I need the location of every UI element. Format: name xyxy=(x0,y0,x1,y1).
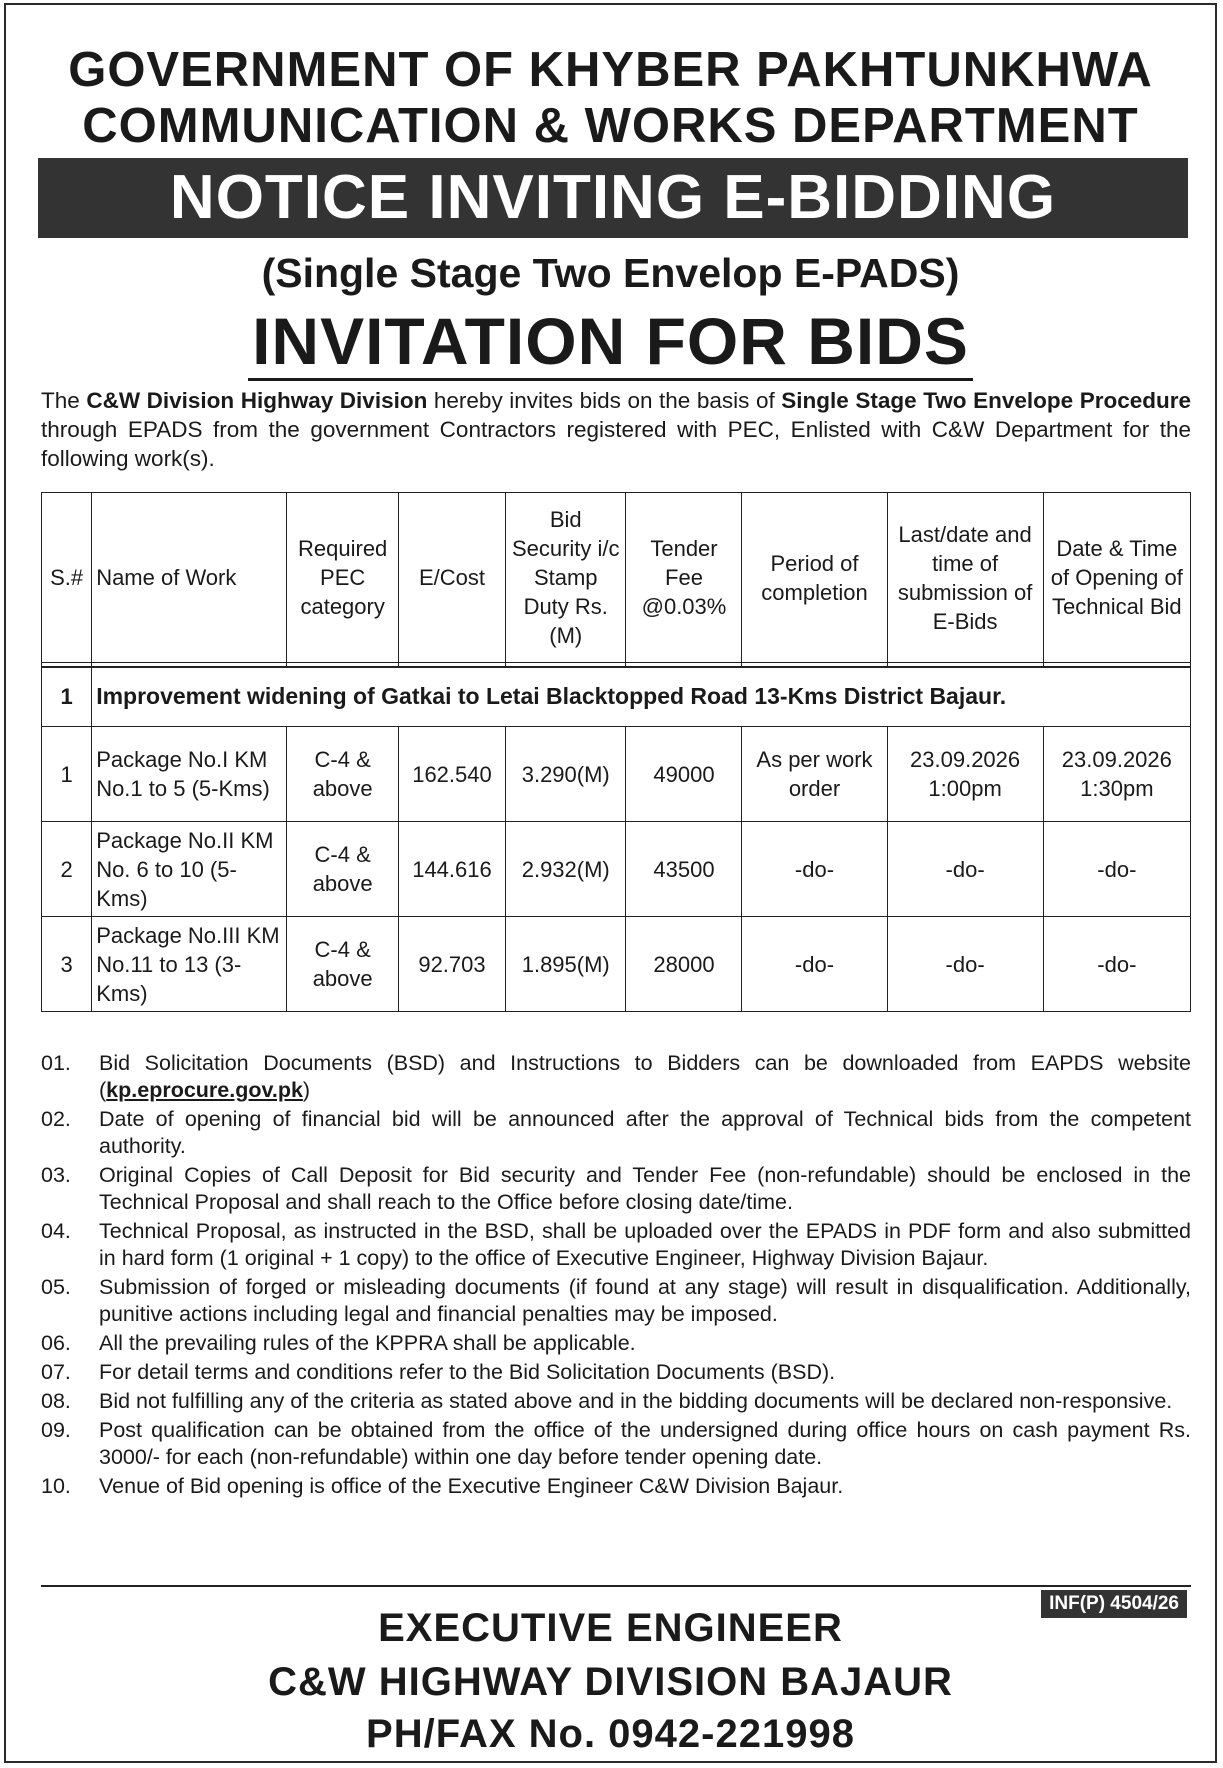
signature-phone: PH/FAX No. 0942-221998 xyxy=(366,1712,855,1756)
divider xyxy=(41,1585,1191,1587)
cell-period: -do- xyxy=(742,917,887,1012)
column-header: Bid Security i/c Stamp Duty Rs. (M) xyxy=(506,493,626,663)
column-header: Period of completion xyxy=(742,493,887,663)
list-item xyxy=(41,1274,1191,1328)
cell-category: C-4 & above xyxy=(287,727,399,822)
work-group-row xyxy=(42,667,1191,727)
item-text: Bid not fulfilling any of the criteria as stated above and in the bidding documents will be declared non-responsive. xyxy=(99,1389,1173,1413)
cell-submission: -do- xyxy=(887,917,1043,1012)
government-heading: GOVERNMENT OF KHYBER PAKHTUNKHWA xyxy=(68,43,1153,97)
list-item xyxy=(41,1417,1191,1471)
intro-text: The xyxy=(41,388,87,413)
cell-security: 2.932(M) xyxy=(506,822,626,917)
item-text: Technical Proposal, as instructed in the BSD, shall be uploaded over the EPADS in PDF form and also submitted in hard form (1 original + 1 copy) to the office of Executive Engineer, Highway Division Bajaur. xyxy=(99,1219,1191,1270)
table-row xyxy=(42,822,1191,917)
item-number: 05. xyxy=(41,1275,71,1299)
list-item xyxy=(41,1162,1191,1216)
notice-banner: NOTICE INVITING E-BIDDING xyxy=(38,158,1188,238)
column-header: S.# xyxy=(42,493,92,663)
column-header: Required PEC category xyxy=(287,493,399,663)
cell-category: C-4 & above xyxy=(287,822,399,917)
cell-name: Package No.I KM No.1 to 5 (5-Kms) xyxy=(92,727,287,822)
cell-name: Package No.III KM No.11 to 13 (3-Kms) xyxy=(92,917,287,1012)
item-number: 02. xyxy=(41,1107,71,1131)
signature-title: EXECUTIVE ENGINEER xyxy=(378,1606,843,1650)
list-item xyxy=(41,1473,1191,1500)
table-header-row xyxy=(42,493,1191,663)
item-text: For detail terms and conditions refer to the Bid Solicitation Documents (BSD). xyxy=(99,1360,836,1384)
item-text: Post qualification can be obtained from the office of the undersigned during office hours on cash payment Rs. 3000/- for each (non-refundable) within one day before tender opening date. xyxy=(99,1418,1191,1469)
cell-cost: 162.540 xyxy=(398,727,505,822)
cell-opening: 23.09.2026 1:30pm xyxy=(1043,727,1190,822)
item-number: 08. xyxy=(41,1389,71,1413)
cell-fee: 28000 xyxy=(626,917,742,1012)
intro-procedure: Single Stage Two Envelope Procedure xyxy=(781,388,1191,413)
cell-submission: 23.09.2026 1:00pm xyxy=(887,727,1043,822)
intro-text: through EPADS from the government Contractors registered with PEC, Enlisted with C&W Department for the following work(s). xyxy=(41,417,1191,471)
cell-security: 3.290(M) xyxy=(506,727,626,822)
list-item xyxy=(41,1218,1191,1272)
list-item xyxy=(41,1388,1191,1415)
cell-security: 1.895(M) xyxy=(506,917,626,1012)
intro-paragraph xyxy=(41,386,1191,473)
eprocure-link[interactable]: kp.eprocure.gov.pk xyxy=(106,1078,303,1102)
table-row xyxy=(42,917,1191,1012)
item-text: Submission of forged or misleading documents (if found at any stage) will result in disqualification. Additionally, punitive actions including legal and financial penalties may be imposed. xyxy=(99,1275,1191,1326)
list-item xyxy=(41,1330,1191,1357)
cell-cost: 92.703 xyxy=(398,917,505,1012)
terms-list xyxy=(41,1050,1191,1502)
column-header: Date & Time of Opening of Technical Bid xyxy=(1043,493,1190,663)
item-number: 10. xyxy=(41,1474,71,1498)
cell-serial: 3 xyxy=(42,917,92,1012)
item-number: 01. xyxy=(41,1051,71,1075)
item-text: ) xyxy=(302,1078,311,1102)
group-serial: 1 xyxy=(42,667,92,727)
item-number: 09. xyxy=(41,1418,71,1442)
table-row xyxy=(42,727,1191,822)
cell-submission: -do- xyxy=(887,822,1043,917)
list-item xyxy=(41,1106,1191,1160)
item-text: Bid Solicitation Documents (BSD) and Instructions to Bidders can be downloaded from EAPDS website ( xyxy=(99,1051,1191,1102)
department-heading: COMMUNICATION & WORKS DEPARTMENT xyxy=(82,99,1139,153)
cell-period: -do- xyxy=(742,822,887,917)
item-number: 06. xyxy=(41,1331,71,1355)
cell-serial: 1 xyxy=(42,727,92,822)
item-text: All the prevailing rules of the KPPRA shall be applicable. xyxy=(99,1331,636,1355)
cell-opening: -do- xyxy=(1043,917,1190,1012)
item-text: Original Copies of Call Deposit for Bid security and Tender Fee (non-refundable) should be enclosed in the Technical Proposal and shall reach to the Office before closing date/time. xyxy=(99,1163,1191,1214)
item-text: Date of opening of financial bid will be announced after the approval of Technical bids from the competent authority. xyxy=(99,1107,1191,1158)
column-header: Name of Work xyxy=(92,493,287,663)
intro-division: C&W Division Highway Division xyxy=(86,388,428,413)
cell-fee: 43500 xyxy=(626,822,742,917)
invitation-title-text: INVITATION FOR BIDS xyxy=(248,304,973,381)
column-header: E/Cost xyxy=(398,493,505,663)
reference-badge: INF(P) 4504/26 xyxy=(1041,1590,1187,1618)
bids-table xyxy=(41,492,1191,1012)
notice-page xyxy=(4,3,1217,1763)
cell-opening: -do- xyxy=(1043,822,1190,917)
group-name: Improvement widening of Gatkai to Letai Blacktopped Road 13-Kms District Bajaur. xyxy=(92,667,1191,727)
cell-name: Package No.II KM No. 6 to 10 (5-Kms) xyxy=(92,822,287,917)
column-header: Last/date and time of submission of E-Bids xyxy=(887,493,1043,663)
signature-division: C&W HIGHWAY DIVISION BAJAUR xyxy=(268,1660,953,1704)
cell-fee: 49000 xyxy=(626,727,742,822)
cell-serial: 2 xyxy=(42,822,92,917)
item-text: Venue of Bid opening is office of the Executive Engineer C&W Division Bajaur. xyxy=(99,1474,844,1498)
column-header: Tender Fee @0.03% xyxy=(626,493,742,663)
procedure-subtitle: (Single Stage Two Envelop E-PADS) xyxy=(261,250,960,296)
item-number: 04. xyxy=(41,1219,71,1243)
cell-period: As per work order xyxy=(742,727,887,822)
invitation-title xyxy=(6,305,1215,377)
cell-category: C-4 & above xyxy=(287,917,399,1012)
item-number: 03. xyxy=(41,1163,71,1187)
item-number: 07. xyxy=(41,1360,71,1384)
cell-cost: 144.616 xyxy=(398,822,505,917)
list-item xyxy=(41,1050,1191,1104)
intro-text: hereby invites bids on the basis of xyxy=(427,388,782,413)
list-item xyxy=(41,1359,1191,1386)
